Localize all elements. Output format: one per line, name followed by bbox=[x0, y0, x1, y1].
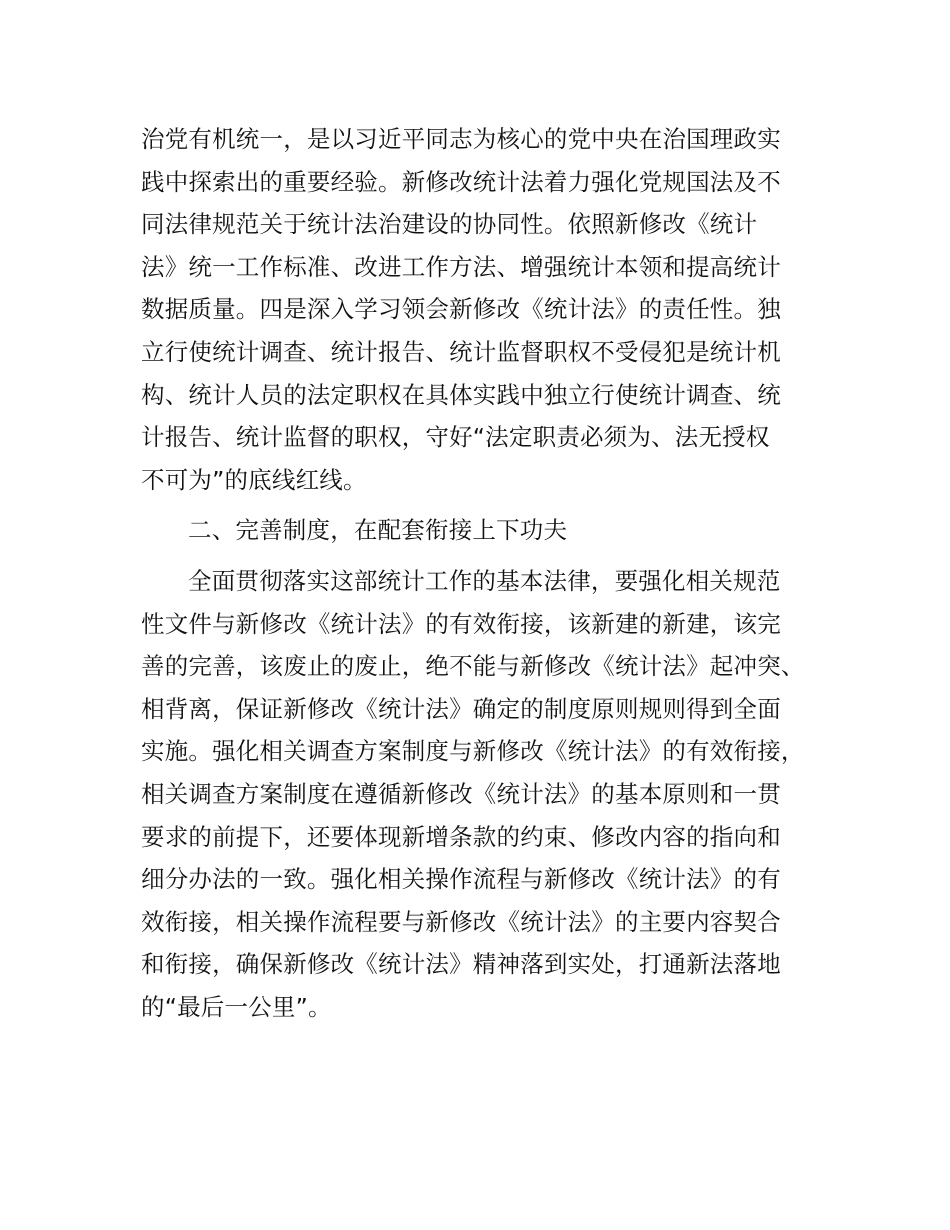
paragraph-line: 数据质量。四是深入学习领会新修改《统计法》的责任性。独 bbox=[141, 295, 781, 324]
paragraph-line: 的“最后一公里”。 bbox=[141, 992, 332, 1021]
paragraph-spacer bbox=[141, 501, 841, 509]
paragraph-line: 构、统计人员的法定职权在具体实践中独立行使统计调查、统 bbox=[141, 380, 781, 409]
paragraph-line: 相关调查方案制度在遵循新修改《统计法》的基本原则和一贯 bbox=[141, 779, 781, 808]
paragraph-line: 相背离，保证新修改《统计法》确定的制度原则规则得到全面 bbox=[141, 694, 781, 723]
paragraph-2 bbox=[141, 560, 841, 1029]
paragraph-line: 和衔接，确保新修改《统计法》精神落到实处，打通新法落地 bbox=[141, 950, 781, 979]
paragraph-line: 性文件与新修改《统计法》的有效衔接，该新建的新建，该完 bbox=[141, 609, 781, 638]
paragraph-line: 治党有机统一，是以习近平同志为核心的党中央在治国理政实 bbox=[141, 125, 781, 153]
paragraph-line: 不可为”的底线红线。 bbox=[141, 465, 367, 494]
paragraph-line: 细分办法的一致。强化相关操作流程与新修改《统计法》的有 bbox=[141, 865, 781, 894]
paragraph-line: 计报告、统计监督的职权，守好“法定职责必须为、法无授权 bbox=[141, 423, 770, 452]
paragraph-line: 法》统一工作标准、改进工作方法、增强统计本领和提高统计 bbox=[141, 252, 781, 281]
section-heading: 二、完善制度，在配套衔接上下功夫 bbox=[188, 516, 568, 545]
paragraph-line: 效衔接，相关操作流程要与新修改《统计法》的主要内容契合 bbox=[141, 907, 781, 936]
paragraph-spacer bbox=[141, 552, 841, 560]
paragraph-line: 立行使统计调查、统计报告、统计监督职权不受侵犯是统计机 bbox=[141, 337, 781, 366]
paragraph-line: 全面贯彻落实这部统计工作的基本法律，要强化相关规范 bbox=[188, 566, 781, 595]
paragraph-line: 践中探索出的重要经验。新修改统计法着力强化党规国法及不 bbox=[141, 167, 781, 196]
paragraph-line: 要求的前提下，还要体现新增条款的约束、修改内容的指向和 bbox=[141, 822, 781, 851]
document-body bbox=[141, 118, 841, 1028]
paragraph-1 bbox=[141, 118, 841, 501]
paragraph-line: 善的完善，该废止的废止，绝不能与新修改《统计法》起冲突、 bbox=[141, 652, 805, 681]
paragraph-line: 实施。强化相关调查方案制度与新修改《统计法》的有效衔接， bbox=[141, 737, 805, 766]
paragraph-line: 同法律规范关于统计法治建设的协同性。依照新修改《统计 bbox=[141, 210, 758, 239]
